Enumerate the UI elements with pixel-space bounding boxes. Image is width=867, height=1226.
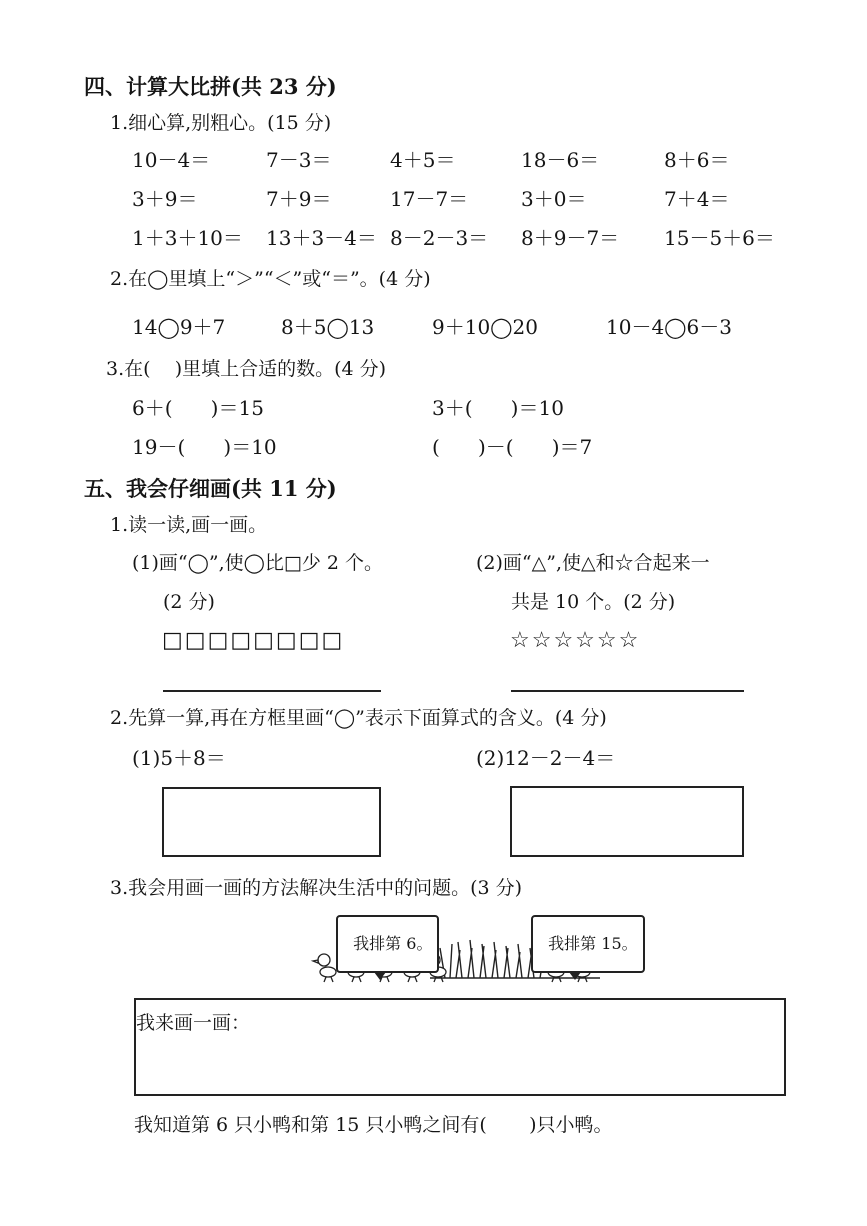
fill-blank-item: 3＋( )＝10 [432, 396, 564, 420]
drawing-box-2[interactable] [510, 786, 744, 857]
drawing-area-label: 我来画一画： [136, 1012, 251, 1034]
fill-blank-item: 19－( )＝10 [132, 435, 277, 459]
equation: 8－2－3＝ [390, 226, 489, 250]
equation: 7－3＝ [266, 148, 332, 172]
question-5-2-label: 2.先算一算,再在方框里画“◯”表示下面算式的含义。(4 分) [110, 707, 607, 729]
duckling-icon [313, 954, 336, 982]
answer-sentence: 我知道第 6 只小鸭和第 15 只小鸭之间有( )只小鸭。 [134, 1114, 613, 1136]
equation: 1＋3＋10＝ [132, 226, 243, 250]
speech-bubble-6-text: 我排第 6。 [353, 934, 433, 953]
speech-bubble-6 [336, 915, 439, 973]
equation: 17－7＝ [390, 187, 469, 211]
comparison-item: 10－4◯6－3 [606, 315, 733, 339]
fill-blank-item: ( )－( )＝7 [432, 435, 593, 459]
square-shapes: □□□□□□□□ [162, 628, 345, 653]
comparison-item: 14◯9＋7 [132, 315, 226, 339]
question-4-2-label: 2.在◯里填上“＞”“＜”或“＝”。(4 分) [110, 268, 431, 290]
equation: 8＋6＝ [664, 148, 730, 172]
equation: 7＋9＝ [266, 187, 332, 211]
fill-blank-item: 6＋( )＝15 [132, 396, 264, 420]
comparison-item: 8＋5◯13 [281, 315, 375, 339]
equation: 8＋9－7＝ [521, 226, 620, 250]
section-5-title: 五、我会仔细画(共 11 分) [84, 476, 337, 501]
section-4-title: 四、计算大比拼(共 23 分) [84, 74, 337, 99]
equation: 3＋9＝ [132, 187, 198, 211]
comparison-item: 9＋10◯20 [432, 315, 539, 339]
answer-line [163, 690, 381, 692]
star-shapes: ☆☆☆☆☆☆ [510, 628, 641, 653]
equation: 10－4＝ [132, 148, 211, 172]
part-2-points: 共是 10 个。(2 分) [511, 591, 676, 613]
equation: 4＋5＝ [390, 148, 456, 172]
answer-line [511, 690, 744, 692]
speech-bubble-15-text: 我排第 15。 [548, 934, 638, 953]
drawing-box-1[interactable] [162, 787, 381, 857]
part-1-points: (2 分) [163, 591, 215, 613]
question-5-3-label: 3.我会用画一画的方法解决生活中的问题。(3 分) [110, 877, 523, 899]
equation: 7＋4＝ [664, 187, 730, 211]
question-5-1-label: 1.读一读,画一画。 [110, 514, 268, 536]
speech-bubble-15 [531, 915, 645, 973]
equation: 18－6＝ [521, 148, 600, 172]
part-2-instruction: (2)画“△”,使△和☆合起来一 [476, 552, 710, 574]
grass-icon [440, 940, 544, 978]
expression-2: (2)12－2－4＝ [476, 746, 616, 770]
question-4-3-label: 3.在( )里填上合适的数。(4 分) [106, 358, 387, 380]
equation: 3＋0＝ [521, 187, 587, 211]
equation: 13＋3－4＝ [266, 226, 377, 250]
expression-1: (1)5＋8＝ [132, 746, 226, 770]
question-4-1-label: 1.细心算,别粗心。(15 分) [110, 112, 332, 134]
equation: 15－5＋6＝ [664, 226, 775, 250]
part-1-instruction: (1)画“◯”,使◯比□少 2 个。 [132, 552, 384, 574]
